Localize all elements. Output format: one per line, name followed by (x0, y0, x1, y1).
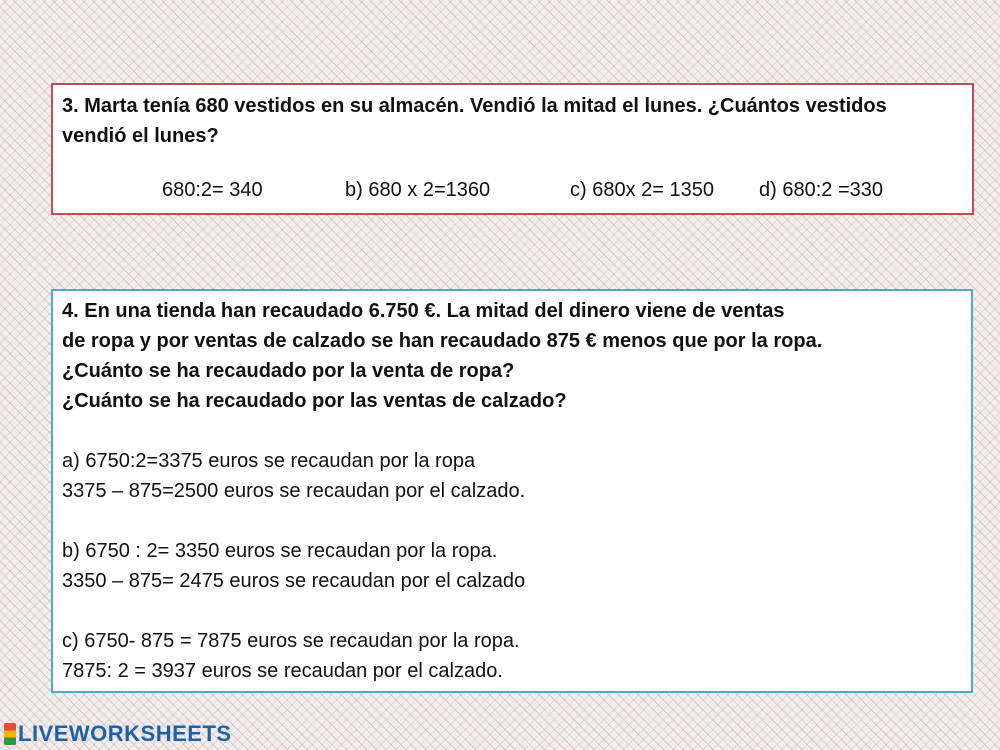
question-4-card (51, 289, 973, 693)
question-4-option-a-line-2[interactable]: 3375 – 875=2500 euros se recaudan por el calzado. (62, 480, 526, 502)
liveworksheets-logo-text: LIVEWORKSHEETS (18, 721, 232, 746)
liveworksheets-logo[interactable] (4, 720, 232, 748)
question-3-option-c[interactable]: c) 680x 2= 1350 (570, 179, 714, 201)
question-3-option-d[interactable]: d) 680:2 =330 (759, 179, 883, 201)
question-4-statement-line-4: ¿Cuánto se ha recaudado por las ventas de calzado? (62, 390, 567, 412)
spacer (62, 506, 962, 536)
question-3-option-b[interactable]: b) 680 x 2=1360 (345, 179, 491, 201)
liveworksheets-badge-icon (4, 723, 16, 745)
question-4-option-b-line-1[interactable]: b) 6750 : 2= 3350 euros se recaudan por la ropa. (62, 540, 498, 562)
question-3-option-a[interactable]: 680:2= 340 (162, 179, 263, 201)
question-4-option-c-line-1[interactable]: c) 6750- 875 = 7875 euros se recaudan por la ropa. (62, 630, 520, 652)
question-3-card (51, 83, 974, 215)
question-3-options (62, 175, 963, 205)
question-4-statement-line-3: ¿Cuánto se ha recaudado por la venta de ropa? (62, 360, 515, 382)
spacer (62, 416, 962, 446)
question-4-option-c-line-2[interactable]: 7875: 2 = 3937 euros se recaudan por el calzado. (62, 660, 503, 682)
spacer (62, 596, 962, 626)
question-3-line-1: 3. Marta tenía 680 vestidos en su almacén. Vendió la mitad el lunes. ¿Cuántos vestidos (62, 95, 887, 117)
question-3-line-2: vendió el lunes? (62, 125, 219, 147)
question-4-option-a-line-1[interactable]: a) 6750:2=3375 euros se recaudan por la ropa (62, 450, 476, 472)
question-4-statement-line-1: 4. En una tienda han recaudado 6.750 €. La mitad del dinero viene de ventas (62, 300, 785, 322)
question-4-option-b-line-2[interactable]: 3350 – 875= 2475 euros se recaudan por el calzado (62, 570, 526, 592)
question-4-statement-line-2: de ropa y por ventas de calzado se han recaudado 875 € menos que por la ropa. (62, 330, 823, 352)
